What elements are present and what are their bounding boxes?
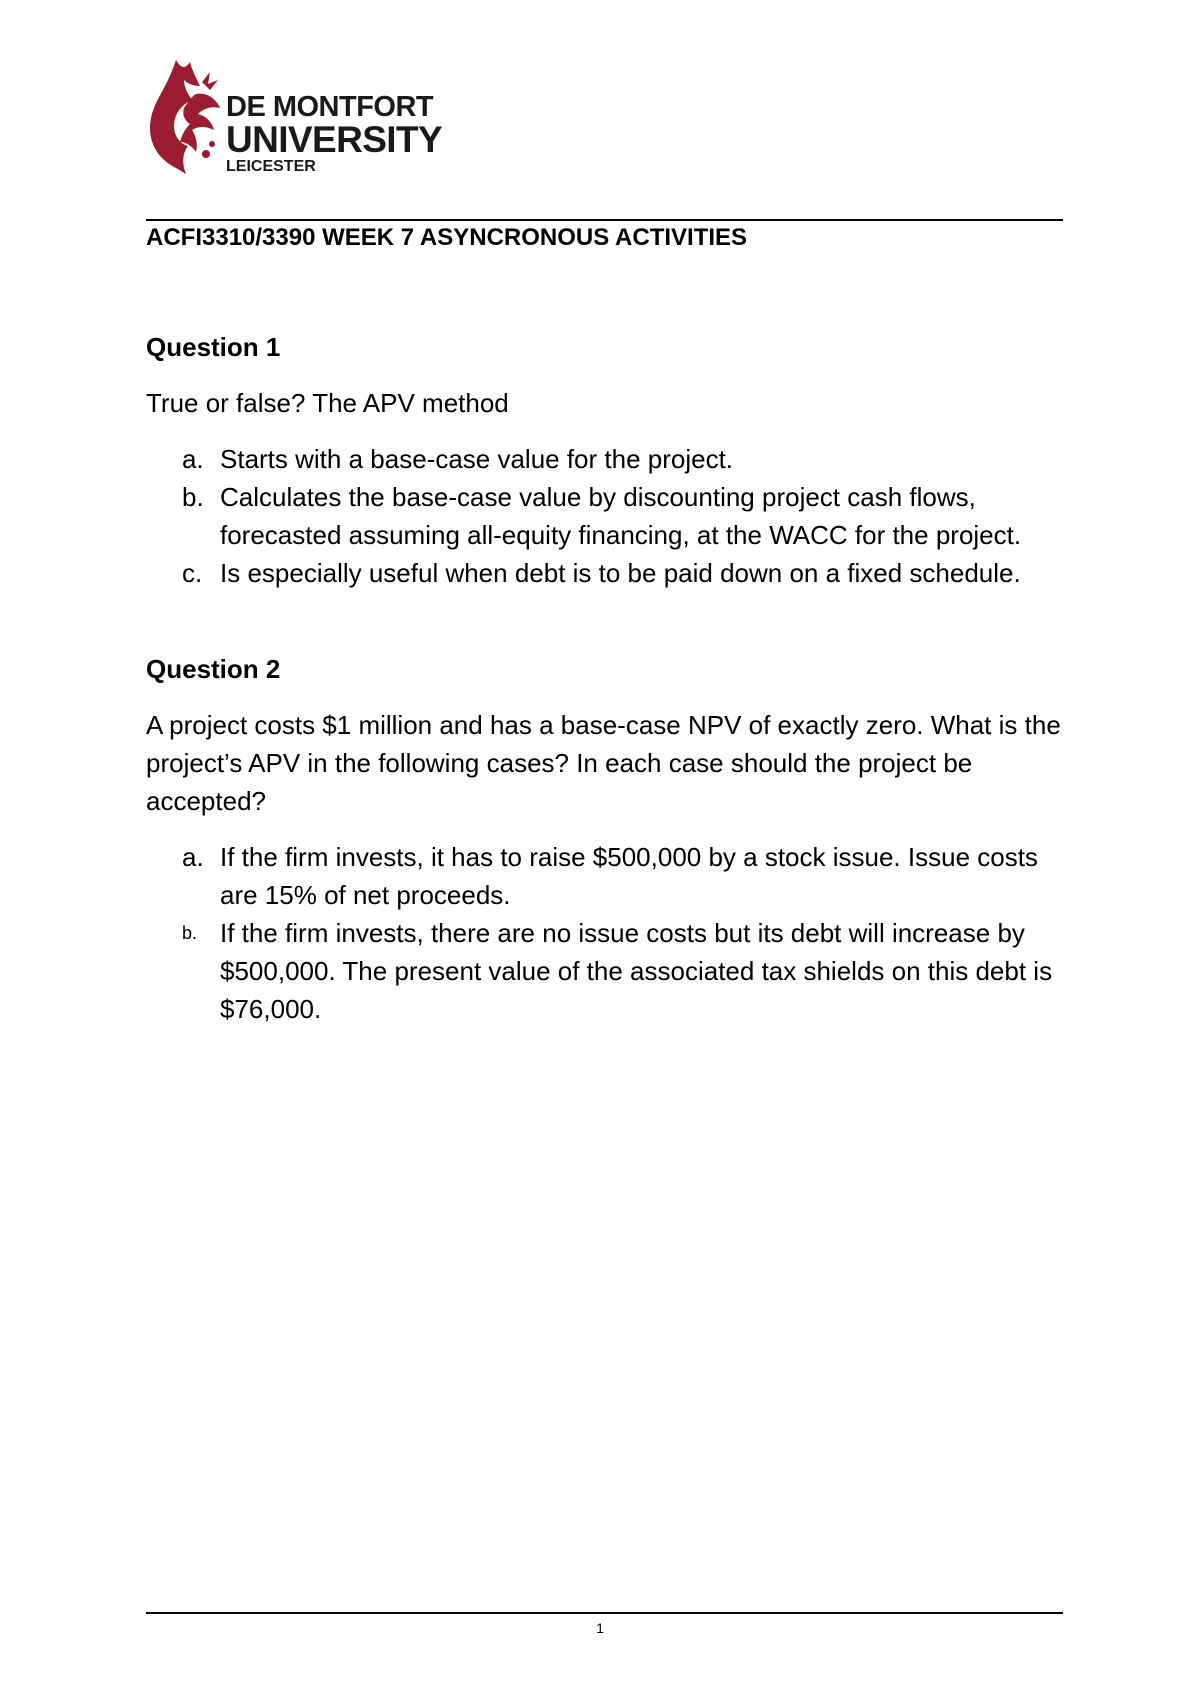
option-list [146,838,1066,1028]
option-text: If the firm invests, there are no issue costs but its debt will increase by $500,000. The present value of the associated tax shields on this debt is $76,000. [220,918,1053,1024]
option-letter: c. [182,558,203,588]
page-number: 1 [596,1620,604,1636]
option-letter: a. [182,444,204,474]
option-list [146,440,1066,592]
top-divider [146,219,1063,221]
question-1 [146,328,1066,592]
question-text: A project costs $1 million and has a base-case NPV of exactly zero. What is the project’s APV in the following cases? In each case should the project be accepted? [146,710,1061,816]
lion-crest-icon [146,58,226,176]
option-letter: b. [182,923,198,943]
question-text: True or false? The APV method [146,388,509,418]
question-2 [146,650,1066,1028]
option-letter: a. [182,842,204,872]
option-text: If the firm invests, it has to raise $500,000 by a stock issue. Issue costs are 15% of net proceeds. [220,842,1038,910]
logo-wordmark [226,92,442,176]
option-text: Calculates the base-case value by discounting project cash flows, forecasted assuming all-equity financing, at the WACC for the project. [220,482,1022,550]
list-item [146,554,1066,592]
logo-line-university: UNIVERSITY [226,119,443,160]
document-body [146,328,1066,1028]
option-letter: b. [182,482,204,512]
list-item [146,440,1066,478]
list-item [146,914,1066,1028]
question-heading: Question 1 [146,332,281,362]
option-text: Starts with a base-case value for the project. [220,444,734,474]
footer-divider [146,1612,1063,1614]
university-logo [146,58,443,176]
document-title: ACFI3310/3390 WEEK 7 ASYNCRONOUS ACTIVITIES [146,224,748,251]
question-heading: Question 2 [146,654,281,684]
option-text: Is especially useful when debt is to be paid down on a fixed schedule. [220,558,1021,588]
logo-line-de-montfort: DE MONTFORT [226,91,434,123]
list-item [146,478,1066,554]
list-item [146,838,1066,914]
logo-line-leicester: LEICESTER [226,158,316,175]
